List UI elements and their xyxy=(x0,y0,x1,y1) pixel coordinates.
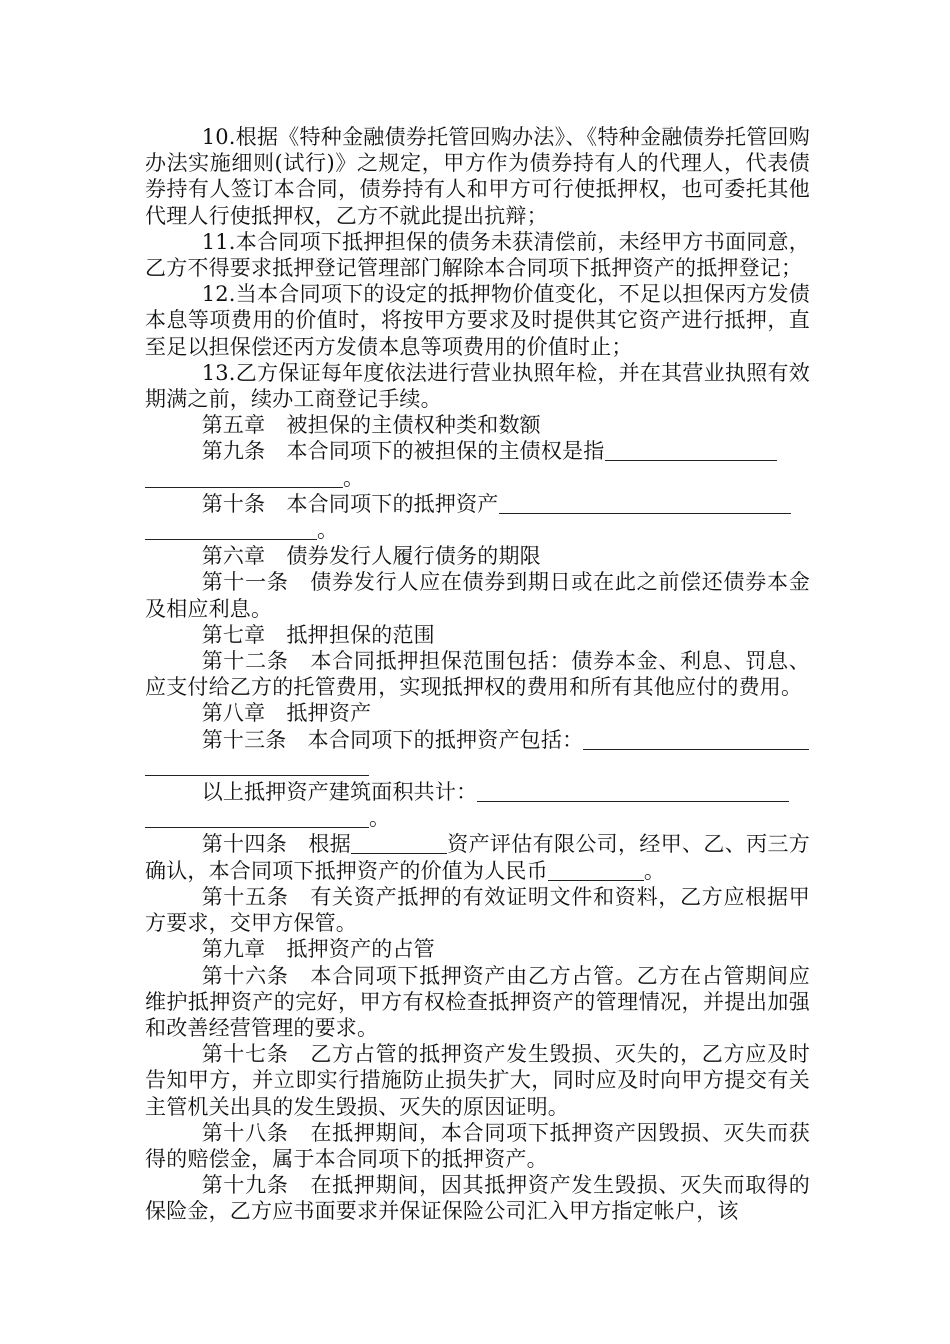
article-15: 第十五条 有关资产抵押的有效证明文件和资料，乙方应根据甲方要求，交甲方保管。 xyxy=(145,884,810,936)
chapter-6-heading: 第六章 债券发行人履行债务的期限 xyxy=(201,544,541,569)
chapter-9-heading: 第九章 抵押资产的占管 xyxy=(201,937,435,962)
chapter-7-heading: 第七章 抵押担保的范围 xyxy=(201,622,435,647)
area-total-blank-2 xyxy=(145,806,369,828)
article-12: 第十二条 本合同抵押担保范围包括：债券本金、利息、罚息、应支付给乙方的托管费用，实现抵押权的费用和所有其他应付的费用。 xyxy=(145,649,810,700)
article-14 xyxy=(145,831,810,883)
article-14-text-a: 第十四条 根据 xyxy=(201,832,352,857)
article-19: 第十九条 在抵押期间，因其抵押资产发生毁损、灭失而取得的保险金，乙方应书面要求并保证保险公司汇入甲方指定帐户，该 xyxy=(145,1173,810,1224)
article-13-text: 第十三条 本合同项下的抵押资产包括： xyxy=(201,727,584,752)
clause-12: 12.当本合同项下的设定的抵押物价值变化，不足以担保丙方发债本息等项费用的价值时，将按甲方要求及时提供其它资产进行抵押，直至足以担保偿还丙方发债本息等项费用的价值时止； xyxy=(145,282,810,359)
article-10-blank xyxy=(499,492,791,514)
article-17: 第十七条 乙方占管的抵押资产发生毁损、灭失的，乙方应及时告知甲方，并立即实行措施防止损失扩大，同时应及时向甲方提交有关主管机关出具的发生毁损、灭失的原因证明。 xyxy=(145,1042,810,1119)
asset-value-blank xyxy=(548,859,644,881)
article-10-text: 第十条 本合同项下的抵押资产 xyxy=(201,491,499,516)
area-total-period: 。 xyxy=(369,806,391,831)
article-10-continuation xyxy=(145,517,810,543)
clause-10: 10.根据《特种金融债券托管回购办法》、《特种金融债券托管回购办法实施细则(试行)》之规定，甲方作为债券持有人的代理人，代表债券持有人签订本合同，债券持有人和甲方可行使抵押权，也可委托其他代理人行使抵押权，乙方不就此提出抗辩； xyxy=(145,125,810,228)
article-9-continuation xyxy=(145,465,810,491)
area-total xyxy=(145,779,810,805)
article-13 xyxy=(145,727,810,753)
appraisal-company-blank xyxy=(351,832,447,854)
clause-11: 11.本合同项下抵押担保的债务未获清偿前，未经甲方书面同意，乙方不得要求抵押登记管理部门解除本合同项下抵押资产的抵押登记； xyxy=(145,229,810,281)
area-total-text: 以上抵押资产建筑面积共计： xyxy=(201,780,478,805)
area-total-continuation xyxy=(145,805,810,831)
article-10-blank-2 xyxy=(145,518,317,540)
article-9-blank xyxy=(605,439,777,461)
article-13-blank-2 xyxy=(145,754,369,776)
article-13-continuation xyxy=(145,753,810,779)
article-9 xyxy=(145,438,810,464)
article-18: 第十八条 在抵押期间，本合同项下抵押资产因毁损、灭失而获得的赔偿金，属于本合同项下的抵押资产。 xyxy=(145,1120,810,1171)
chapter-8-heading: 第八章 抵押资产 xyxy=(201,701,372,726)
article-9-period: 。 xyxy=(343,465,365,490)
article-16: 第十六条 本合同项下抵押资产由乙方占管。乙方在占管期间应维护抵押资产的完好，甲方有权检查抵押资产的管理情况，并提出加强和改善经营管理的要求。 xyxy=(145,963,810,1040)
article-9-blank-2 xyxy=(145,466,343,488)
article-9-text: 第九条 本合同项下的被担保的主债权是指 xyxy=(201,439,605,464)
contract-body xyxy=(145,124,810,1225)
article-10 xyxy=(145,491,810,517)
chapter-5-heading: 第五章 被担保的主债权种类和数额 xyxy=(201,413,541,438)
area-total-blank xyxy=(477,780,789,802)
article-13-blank xyxy=(583,728,809,750)
article-11: 第十一条 债券发行人应在债券到期日或在此之前偿还债券本金及相应利息。 xyxy=(145,570,810,621)
clause-13: 13.乙方保证每年度依法进行营业执照年检，并在其营业执照有效期满之前，续办工商登记手续。 xyxy=(145,360,810,412)
article-14-text-b: 资产评估有限公司，经甲、乙、丙三方确认，本合同项下抵押资产的价值为人民币 xyxy=(145,832,810,883)
article-10-period: 。 xyxy=(317,518,339,543)
article-14-period: 。 xyxy=(643,858,666,883)
